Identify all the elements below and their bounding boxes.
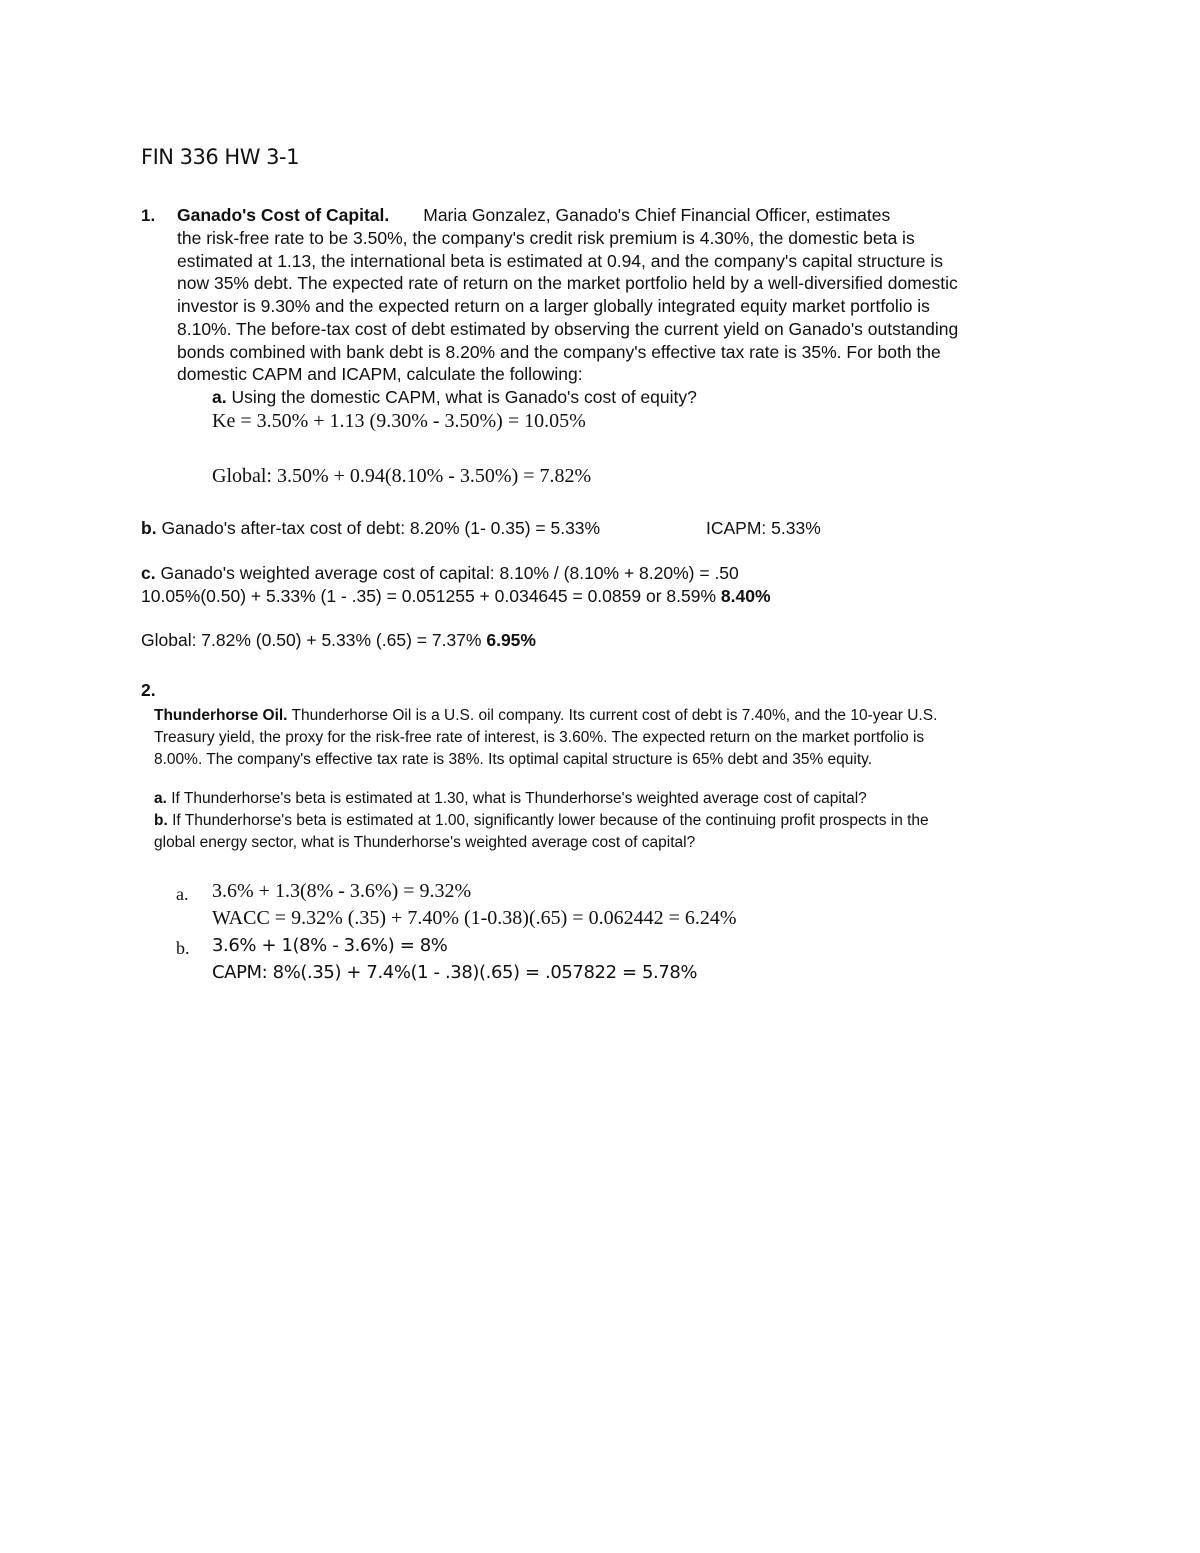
question-2-title: Thunderhorse Oil. — [154, 707, 288, 724]
question-1-title: Ganado's Cost of Capital. — [177, 205, 390, 225]
question-2-part-a: a. If Thunderhorse's beta is estimated at 1.30, what is Thunderhorse's weighted average cost of capital? — [154, 790, 867, 807]
question-1-number: 1. — [141, 206, 156, 225]
answer-a-label: a. — [176, 884, 189, 904]
question-2-part-b: b. If Thunderhorse's beta is estimated at 1.00, significantly lower because of the continuing profit prospects in the — [154, 812, 929, 829]
icapm-cost-of-debt: ICAPM: 5.33% — [706, 518, 821, 538]
global-wacc-calculation: Global: 7.82% (0.50) + 5.33% (.65) = 7.37% 6.95% — [141, 630, 536, 650]
part-b-answer: b. Ganado's after-tax cost of debt: 8.20% (1- 0.35) = 5.33% — [141, 518, 601, 538]
page-title: FIN 336 HW 3-1 — [141, 145, 299, 169]
question-2-number: 2. — [141, 680, 156, 700]
question-2-line: Thunderhorse Oil. Thunderhorse Oil is a U.S. oil company. Its current cost of debt is 7.40%, and the 10-year U.S. — [154, 707, 938, 724]
global-cost-of-equity-equation: Global: 3.50% + 0.94(8.10% - 3.50%) = 7.82% — [212, 465, 592, 487]
question-1-line: 8.10%. The before-tax cost of debt estimated by observing the current yield on Ganado's outstanding — [177, 319, 959, 339]
question-1-line: investor is 9.30% and the expected return on a larger globally integrated equity market portfolio is — [177, 296, 930, 316]
question-2-line: global energy sector, what is Thunderhorse's weighted average cost of capital? — [154, 834, 696, 851]
question-1-line: domestic CAPM and ICAPM, calculate the following: — [177, 364, 583, 384]
answer-a-wacc: WACC = 9.32% (.35) + 7.40% (1-0.38)(.65) = 0.062442 = 6.24% — [212, 907, 737, 929]
question-1-line: the risk-free rate to be 3.50%, the company's credit risk premium is 4.30%, the domestic beta is — [177, 228, 915, 248]
question-1-line: bonds combined with bank debt is 8.20% and the company's effective tax rate is 35%. For both the — [177, 342, 941, 362]
part-c-answer: c. Ganado's weighted average cost of capital: 8.10% / (8.10% + 8.20%) = .50 — [141, 563, 739, 583]
answer-b-capm: CAPM: 8%(.35) + 7.4%(1 - .38)(.65) = .057822 = 5.78% — [212, 962, 698, 983]
question-1-line: now 35% debt. The expected rate of return on the market portfolio held by a well-diversified domestic — [177, 273, 958, 293]
question-1-intro: Maria Gonzalez, Ganado's Chief Financial Officer, estimates — [423, 205, 891, 225]
part-a-question: a. Using the domestic CAPM, what is Ganado's cost of equity? — [212, 387, 697, 407]
answer-a-equation: 3.6% + 1.3(8% - 3.6%) = 9.32% — [212, 880, 472, 902]
question-2-line: 8.00%. The company's effective tax rate is 38%. Its optimal capital structure is 65% debt and 35% equity. — [154, 751, 873, 768]
question-2-line: Treasury yield, the proxy for the risk-free rate of interest, is 3.60%. The expected return on the market portfolio is — [154, 729, 925, 746]
cost-of-equity-equation: Ke = 3.50% + 1.13 (9.30% - 3.50%) = 10.05% — [212, 410, 586, 432]
question-1-heading — [177, 205, 890, 226]
wacc-calculation: 10.05%(0.50) + 5.33% (1 - .35) = 0.051255 + 0.034645 = 0.0859 or 8.59% 8.40% — [141, 586, 771, 606]
answer-b-equation: 3.6% + 1(8% - 3.6%) = 8% — [212, 935, 448, 956]
question-1-line: estimated at 1.13, the international beta is estimated at 0.94, and the company's capital structure is — [177, 251, 944, 271]
answer-b-label: b. — [176, 938, 190, 958]
